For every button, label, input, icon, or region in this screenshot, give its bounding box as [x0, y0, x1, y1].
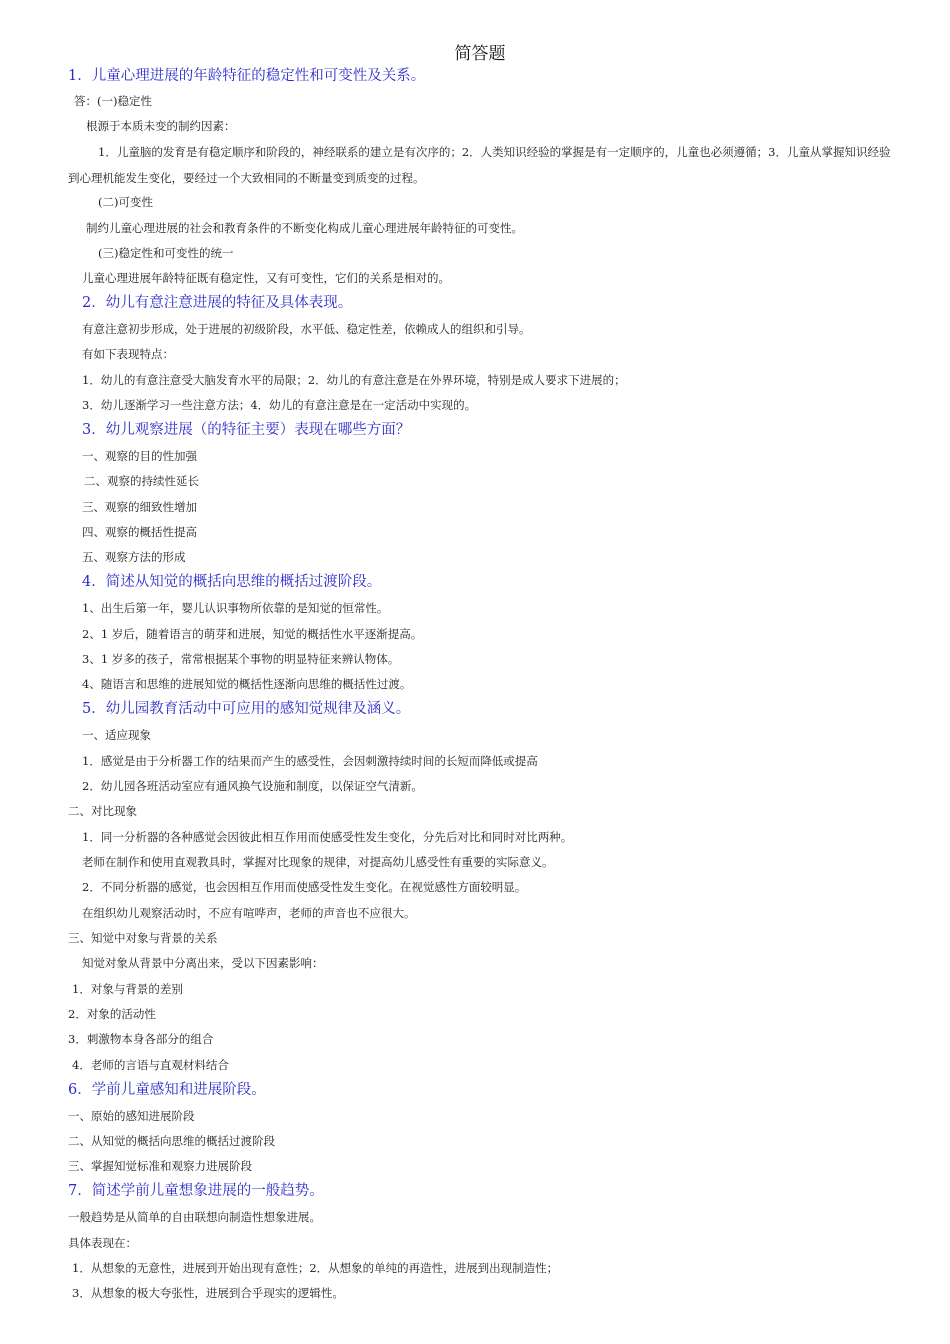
list-item: 3．从想象的极大夸张性，进展到合乎现实的逻辑性。	[72, 1286, 344, 1300]
list-item: 1．感觉是由于分析器工作的结果而产生的感受性，会因刺激持续时间的长短而降低或提高	[82, 754, 538, 768]
list-item: 三、掌握知觉标准和观察力进展阶段	[68, 1159, 252, 1173]
list-item: 2、1 岁后，随着语言的萌芽和进展，知觉的概括性水平逐渐提高。	[82, 627, 423, 641]
variability-heading: (二)可变性	[98, 195, 153, 209]
list-item: 3．刺激物本身各部分的组合	[68, 1032, 214, 1046]
list-item: 4、随语言和思维的进展知觉的概括性逐渐向思维的概括性过渡。	[82, 677, 412, 691]
list-item: 1．同一分析器的各种感觉会因彼此相互作用而使感受性发生变化，分先后对比和同时对比两种。	[82, 830, 573, 844]
paragraph-text: 在组织幼儿观察活动时，不应有喧哗声，老师的声音也不应很大。	[82, 906, 416, 920]
list-item: 四、观察的概括性提高	[82, 525, 197, 539]
list-item: 1．从想象的无意性，进展到开始出现有意性；2．从想象的单纯的再造性，进展到出现制造性；	[72, 1261, 559, 1275]
page-title: 简答题	[454, 44, 506, 64]
question-6-heading: 6．学前儿童感知和进展阶段。	[68, 1082, 266, 1098]
paragraph-text: 知觉对象从背景中分离出来，受以下因素影响：	[82, 956, 324, 970]
paragraph-text: 制约儿童心理进展的社会和教育条件的不断变化构成儿童心理进展年龄特征的可变性。	[86, 221, 523, 235]
paragraph-text: 老师在制作和使用直观教具时，掌握对比现象的规律，对提高幼儿感受性有重要的实际意义。	[82, 855, 554, 869]
question-2-heading: 2．幼儿有意注意进展的特征及具体表现。	[82, 295, 353, 311]
list-item: 4．老师的言语与直观材料结合	[72, 1058, 229, 1072]
question-7-heading: 7．简述学前儿童想象进展的一般趋势。	[68, 1183, 324, 1199]
list-item: 五、观察方法的形成	[82, 550, 186, 564]
paragraph-text: 一般趋势是从简单的自由联想向制造性想象进展。	[68, 1210, 321, 1224]
list-item: 二、观察的持续性延长	[84, 474, 199, 488]
section-heading: 一、适应现象	[82, 728, 151, 742]
question-5-heading: 5．幼儿园教育活动中可应用的感知觉规律及涵义。	[82, 701, 411, 717]
list-item: 一、原始的感知进展阶段	[68, 1109, 195, 1123]
paragraph-text: 根源于本质未变的制约因素：	[86, 119, 236, 133]
list-item: 3、1 岁多的孩子，常常根据某个事物的明显特征来辨认物体。	[82, 652, 400, 666]
question-4-heading: 4．简述从知觉的概括向思维的概括过渡阶段。	[82, 574, 382, 590]
answer-stability-heading: 答：(一)稳定性	[74, 94, 152, 108]
list-item: 2．不同分析器的感觉，也会因相互作用而使感受性发生变化。在视觉感性方面较明显。	[82, 880, 527, 894]
list-item: 1、出生后第一年，婴儿认识事物所依靠的是知觉的恒常性。	[82, 601, 389, 615]
question-3-heading: 3．幼儿观察进展（的特征主要）表现在哪些方面？	[82, 422, 411, 438]
paragraph-text: 儿童心理进展年龄特征既有稳定性，又有可变性，它们的关系是相对的。	[82, 271, 450, 285]
paragraph-text: 有如下表现特点：	[82, 347, 174, 361]
list-item: 一、观察的目的性加强	[82, 449, 197, 463]
unity-heading: (三)稳定性和可变性的统一	[98, 246, 234, 260]
section-heading: 三、知觉中对象与背景的关系	[68, 931, 218, 945]
paragraph-text: 1．幼儿的有意注意受大脑发育水平的局限；2．幼儿的有意注意是在外界环境，特别是成人要求下进展的；	[82, 373, 626, 387]
list-item: 2．幼儿园各班活动室应有通风换气设施和制度，以保证空气清新。	[82, 779, 423, 793]
list-item: 2．对象的活动性	[68, 1007, 156, 1021]
section-heading: 二、对比现象	[68, 804, 137, 818]
list-item: 三、观察的细致性增加	[82, 500, 197, 514]
paragraph-text: 有意注意初步形成，处于进展的初级阶段，水平低、稳定性差，依赖成人的组织和引导。	[82, 322, 531, 336]
paragraph-text: 具体表现在：	[68, 1236, 137, 1250]
list-item: 二、从知觉的概括向思维的概括过渡阶段	[68, 1134, 275, 1148]
paragraph-text: 3．幼儿逐渐学习一些注意方法；4．幼儿的有意注意是在一定活动中实现的。	[82, 398, 477, 412]
paragraph-text: 1．儿童脑的发育是有稳定顺序和阶段的，神经联系的建立是有次序的；2．人类知识经验的掌握是有一定顺序的，儿童也必须遵循；3．儿童从掌握知识经验到心理机能发生变化，要经过一个大致相同的不断量变到质变的过程。	[68, 145, 891, 185]
list-item: 1．对象与背景的差别	[72, 982, 183, 996]
question-1-heading: 1．儿童心理进展的年龄特征的稳定性和可变性及关系。	[68, 68, 426, 84]
